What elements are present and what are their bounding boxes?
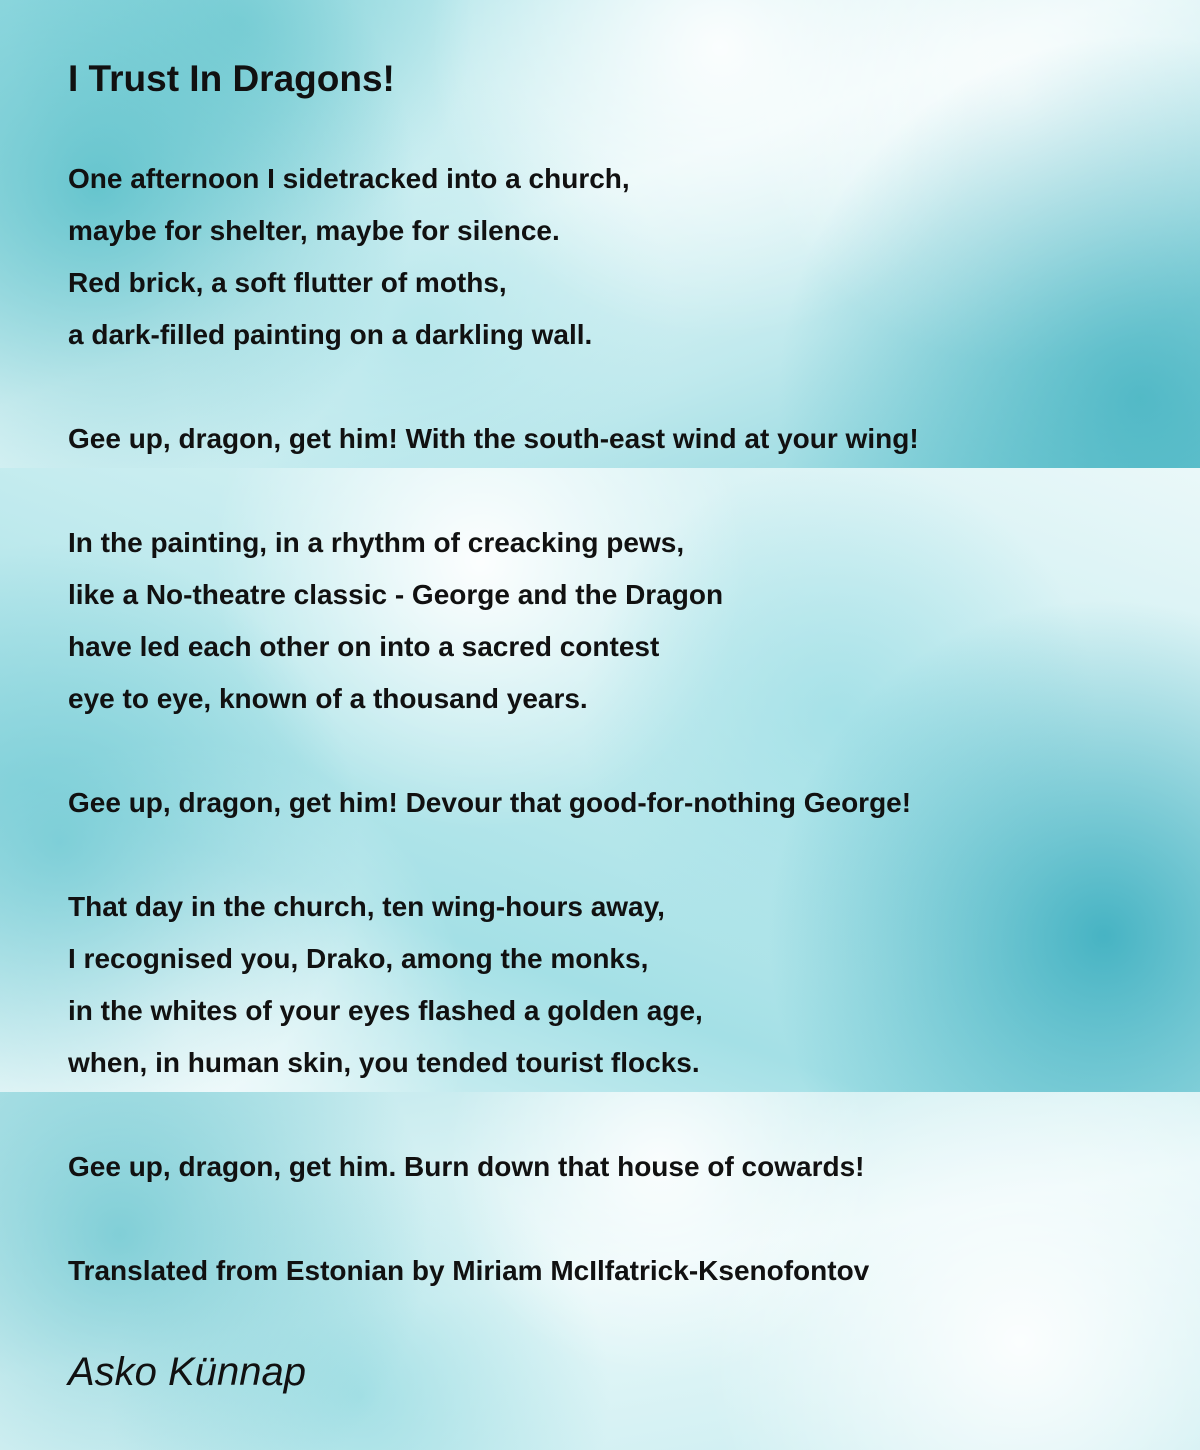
stanza-break [68,361,1168,413]
stanza-break [68,1089,1168,1141]
poem-line: That day in the church, ten wing-hours away, [68,891,665,922]
poem-line: when, in human skin, you tended tourist flocks. [68,1047,700,1078]
poem-line: maybe for shelter, maybe for silence. [68,215,560,246]
poem-line: eye to eye, known of a thousand years. [68,683,588,714]
poem-line: a dark-filled painting on a darkling wall. [68,319,593,350]
poem-body [68,153,1168,1297]
poem-line: have led each other on into a sacred contest [68,631,660,662]
poem-line: in the whites of your eyes flashed a golden age, [68,995,703,1026]
stanza-break [68,465,1168,517]
poem-line: In the painting, in a rhythm of creacking pews, [68,527,685,558]
poem-line: I recognised you, Drako, among the monks, [68,943,649,974]
stanza-break [68,725,1168,777]
poem-line: Gee up, dragon, get him! Devour that good-for-nothing George! [68,787,912,818]
poem-line: Red brick, a soft flutter of moths, [68,267,507,298]
stanza-break [68,1193,1168,1245]
poem-line: like a No-theatre classic - George and the Dragon [68,579,724,610]
poem-line: Gee up, dragon, get him! With the south-east wind at your wing! [68,423,919,454]
poem-title: I Trust In Dragons! [68,58,395,99]
stanza-break [68,829,1168,881]
author-name: Asko Künnap [68,1350,306,1394]
poem-line: One afternoon I sidetracked into a church, [68,163,630,194]
poem-line: Gee up, dragon, get him. Burn down that house of cowards! [68,1151,865,1182]
translation-credit: Translated from Estonian by Miriam McIlfatrick-Ksenofontov [68,1255,870,1286]
